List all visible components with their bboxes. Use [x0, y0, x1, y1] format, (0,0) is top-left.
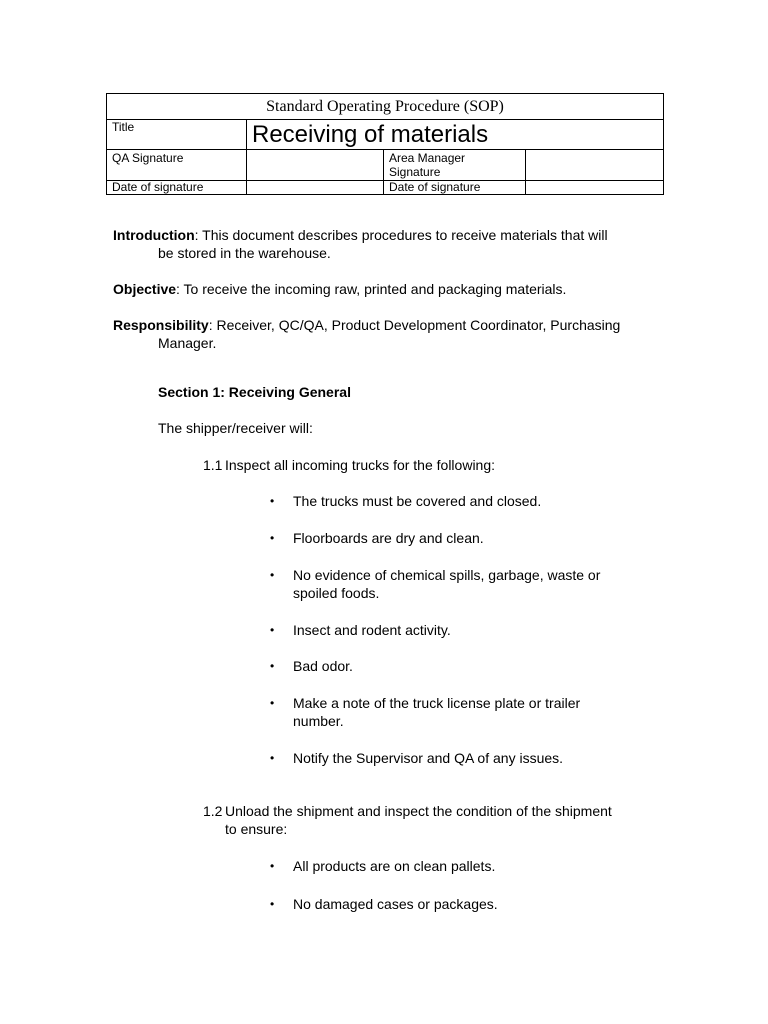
list-item: • All products are on clean pallets.: [270, 858, 496, 874]
list-item: • No damaged cases or packages.: [270, 896, 498, 912]
bullet-icon: •: [270, 696, 275, 710]
step-text-cont: to ensure:: [225, 821, 288, 837]
area-manager-signature-label: Area Manager Signature: [384, 150, 526, 181]
list-item: • Make a note of the truck license plate or trailer number.: [270, 695, 581, 729]
objective-label: Objective: [113, 281, 177, 297]
step-1-2: [203, 802, 655, 838]
document-title: Receiving of materials: [247, 120, 664, 150]
step-number: 1.1: [203, 457, 223, 473]
bullet-icon: •: [270, 659, 275, 673]
qa-date-field: [247, 181, 384, 195]
title-label: Title: [107, 120, 247, 150]
responsibility-text: : Receiver, QC/QA, Product Development Coordinator, Purchasing: [208, 317, 621, 333]
responsibility-label: Responsibility: [113, 317, 209, 333]
area-manager-date-label: Date of signature: [384, 181, 526, 195]
list-item: • The trucks must be covered and closed.: [270, 493, 542, 509]
bullet-icon: •: [270, 531, 275, 545]
introduction-text-cont: be stored in the warehouse.: [158, 245, 331, 261]
objective-text: : To receive the incoming raw, printed and packaging materials.: [176, 281, 567, 297]
step-number: 1.2: [203, 803, 223, 819]
bullet-icon: •: [270, 859, 275, 873]
area-manager-signature-field: [526, 150, 664, 181]
sop-header-table: [106, 93, 664, 195]
objective-paragraph: [113, 280, 655, 298]
responsibility-paragraph: [113, 316, 655, 352]
step-text: Unload the shipment and inspect the condition of the shipment: [225, 803, 612, 819]
responsibility-text-cont: Manager.: [158, 335, 217, 351]
list-item: • Bad odor.: [270, 658, 353, 674]
bullet-icon: •: [270, 751, 275, 765]
introduction-label: Introduction: [113, 227, 195, 243]
bullet-icon: •: [270, 897, 275, 911]
bullet-icon: •: [270, 568, 275, 582]
section-lead: The shipper/receiver will:: [158, 420, 313, 436]
introduction-text: : This document describes procedures to receive materials that will: [194, 227, 608, 243]
qa-date-label: Date of signature: [107, 181, 247, 195]
list-item: • Notify the Supervisor and QA of any issues.: [270, 750, 564, 766]
bullet-icon: •: [270, 623, 275, 637]
list-item: • Insect and rodent activity.: [270, 622, 451, 638]
step-text: Inspect all incoming trucks for the following:: [225, 457, 496, 473]
qa-signature-field: [247, 150, 384, 181]
list-item: • No evidence of chemical spills, garbage, waste or spoiled foods.: [270, 567, 601, 601]
bullet-icon: •: [270, 494, 275, 508]
area-manager-date-field: [526, 181, 664, 195]
introduction-paragraph: [113, 226, 655, 262]
sop-heading: Standard Operating Procedure (SOP): [107, 94, 664, 120]
step-1-1: [203, 456, 655, 474]
section-heading: Section 1: Receiving General: [158, 384, 351, 400]
qa-signature-label: QA Signature: [107, 150, 247, 181]
list-item: • Floorboards are dry and clean.: [270, 530, 484, 546]
